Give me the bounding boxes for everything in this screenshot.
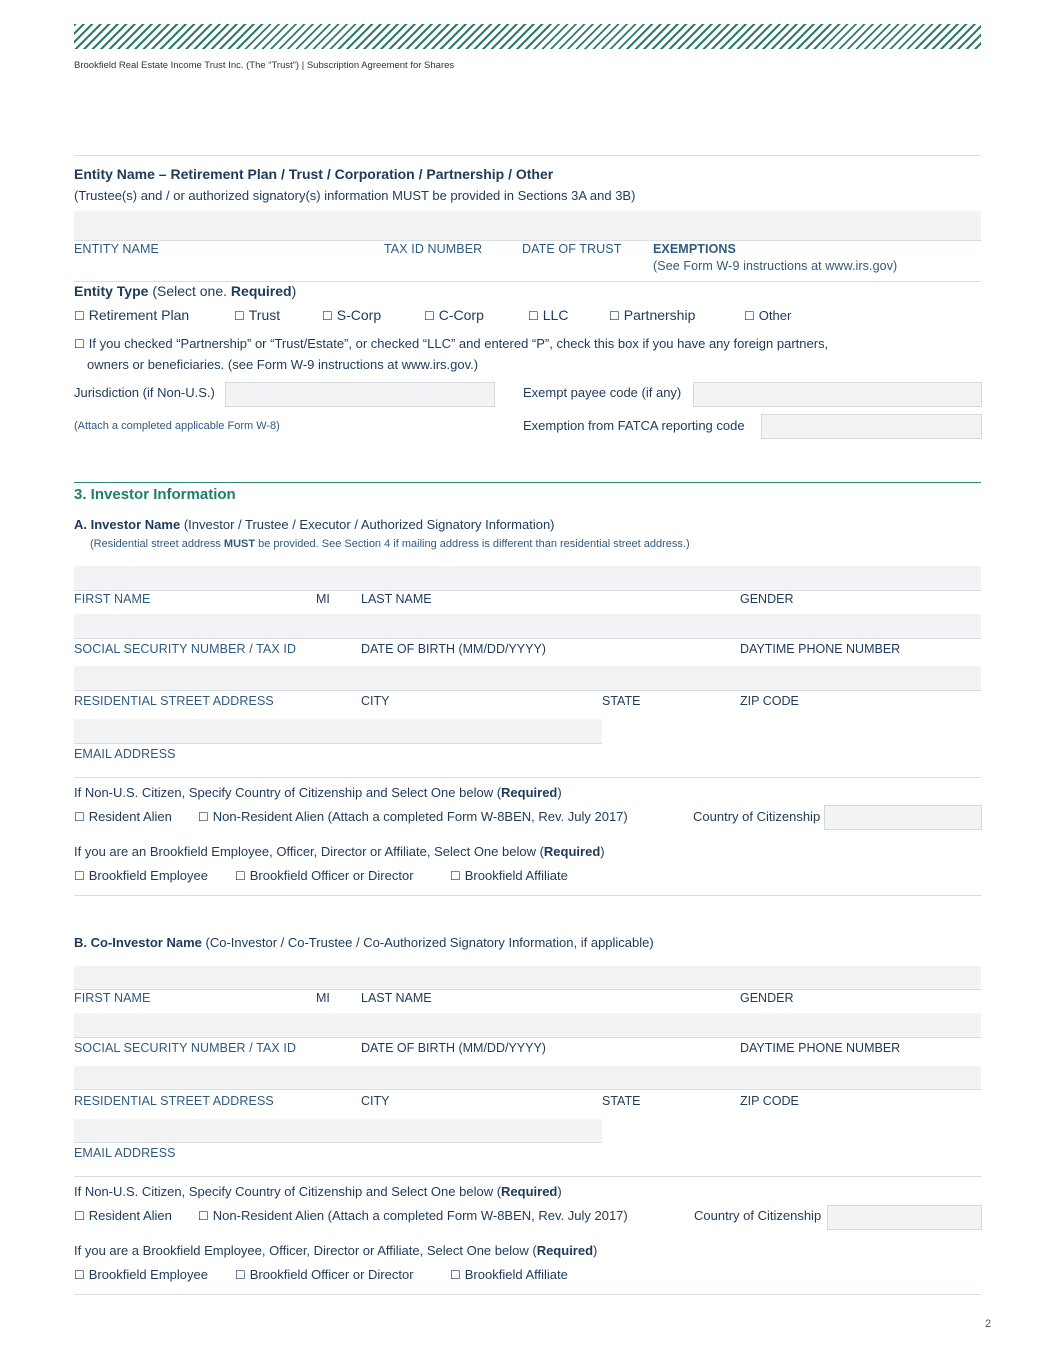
investor-a-email-label: EMAIL ADDRESS xyxy=(74,747,176,761)
investor-a-employee-checkbox[interactable]: ☐ Brookfield Employee xyxy=(74,868,208,883)
citizenship-prompt-text: If Non-U.S. Citizen, Specify Country of Citizenship and Select One below ( xyxy=(74,1184,502,1199)
investor-b-state-label: STATE xyxy=(602,1094,641,1108)
investor-b-employee-checkbox[interactable]: ☐ Brookfield Employee xyxy=(74,1267,208,1282)
investor-a-citizenship-prompt xyxy=(74,785,562,800)
investor-b-mi-label: MI xyxy=(316,991,330,1005)
investor-b-desc: (Co-Investor / Co-Trustee / Co-Authorized Signatory Information, if applicable) xyxy=(205,935,654,950)
investor-b-affiliate-checkbox[interactable]: ☐ Brookfield Affiliate xyxy=(450,1267,568,1282)
jurisdiction-label: Jurisdiction (if Non-U.S.) xyxy=(74,385,215,400)
investor-b-ssn-row-input[interactable] xyxy=(74,1013,981,1037)
investor-b-name-row-input[interactable] xyxy=(74,966,981,990)
divider xyxy=(74,281,981,282)
investor-a-email-input[interactable] xyxy=(74,719,602,743)
investor-b-phone-label: DAYTIME PHONE NUMBER xyxy=(740,1041,901,1055)
divider xyxy=(74,989,981,990)
investor-a-ssn-row-input[interactable] xyxy=(74,614,981,638)
investor-a-state-label: STATE xyxy=(602,694,641,708)
investor-a-non-resident-alien-checkbox[interactable]: ☐ Non-Resident Alien (Attach a completed Form W-8BEN, Rev. July 2017) xyxy=(198,809,628,824)
affiliation-prompt-text: If you are an Brookfield Employee, Officer, Director or Affiliate, Select One below ( xyxy=(74,844,544,859)
investor-a-address-row-input[interactable] xyxy=(74,666,981,690)
investor-a-affiliate-checkbox[interactable]: ☐ Brookfield Affiliate xyxy=(450,868,568,883)
investor-a-country-input[interactable] xyxy=(824,805,982,830)
investor-a-address-label: RESIDENTIAL STREET ADDRESS xyxy=(74,694,274,708)
entity-subheading: (Trustee(s) and / or authorized signatory(s) information MUST be provided in Sections 3A and 3B) xyxy=(74,188,636,203)
investor-a-desc: (Investor / Trustee / Executor / Authorized Signatory Information) xyxy=(183,517,555,532)
entity-name-label: ENTITY NAME xyxy=(74,242,159,256)
investor-b-country-input[interactable] xyxy=(827,1205,982,1230)
foreign-partners-checkbox[interactable]: ☐ If you checked “Partnership” or “Trust/Estate”, or checked “LLC” and entered “P”, check this box if you have any foreign partners, xyxy=(74,336,828,351)
investor-b-affiliation-prompt xyxy=(74,1243,597,1258)
investor-b-dob-label: DATE OF BIRTH (MM/DD/YYYY) xyxy=(361,1041,546,1055)
entity-type-other-checkbox[interactable]: ☐ Other xyxy=(744,308,791,323)
affiliation-prompt-text: If you are a Brookfield Employee, Officer, Director or Affiliate, Select One below ( xyxy=(74,1243,537,1258)
section-divider xyxy=(74,482,981,483)
header-stripe-decoration xyxy=(74,24,981,49)
investor-a-gender-label: GENDER xyxy=(740,592,794,606)
divider xyxy=(74,743,602,744)
divider xyxy=(74,690,981,691)
investor-b-first-name-label: FIRST NAME xyxy=(74,991,151,1005)
fatca-input[interactable] xyxy=(761,414,982,439)
entity-heading: Entity Name – Retirement Plan / Trust / Corporation / Partnership / Other xyxy=(74,166,554,182)
investor-b-gender-label: GENDER xyxy=(740,991,794,1005)
investor-a-city-label: CITY xyxy=(361,694,390,708)
exemptions-label: EXEMPTIONS xyxy=(653,242,736,256)
entity-type-select-text: (Select one. xyxy=(152,283,228,299)
investor-a-name-row-input[interactable] xyxy=(74,566,981,590)
fatca-label: Exemption from FATCA reporting code xyxy=(523,418,745,433)
divider xyxy=(74,1294,981,1295)
investor-b-resident-alien-checkbox[interactable]: ☐ Resident Alien xyxy=(74,1208,172,1223)
entity-type-close: ) xyxy=(291,283,297,299)
entity-type-trust-checkbox[interactable]: ☐ Trust xyxy=(234,307,280,323)
investor-b-last-name-label: LAST NAME xyxy=(361,991,432,1005)
investor-b-address-row-input[interactable] xyxy=(74,1066,981,1090)
divider xyxy=(74,1037,981,1038)
investor-b-title xyxy=(74,935,654,950)
investor-a-note-pre: (Residential street address xyxy=(90,538,224,550)
attach-w8-note: (Attach a completed applicable Form W-8) xyxy=(74,420,280,432)
page-number: 2 xyxy=(985,1318,992,1330)
exemptions-note: (See Form W-9 instructions at www.irs.gov) xyxy=(653,259,898,273)
investor-b-zip-label: ZIP CODE xyxy=(740,1094,799,1108)
affiliation-prompt-close: ) xyxy=(600,844,605,859)
required-text: Required xyxy=(501,785,558,800)
investor-a-mi-label: MI xyxy=(316,592,330,606)
divider xyxy=(74,1142,602,1143)
investor-a-phone-label: DAYTIME PHONE NUMBER xyxy=(740,642,901,656)
entity-type-s-corp-checkbox[interactable]: ☐ S-Corp xyxy=(322,307,381,323)
entity-type-c-corp-checkbox[interactable]: ☐ C-Corp xyxy=(424,307,484,323)
required-text: Required xyxy=(543,844,601,859)
investor-a-dob-label: DATE OF BIRTH (MM/DD/YYYY) xyxy=(361,642,546,656)
investor-b-address-label: RESIDENTIAL STREET ADDRESS xyxy=(74,1094,274,1108)
citizenship-prompt-close: ) xyxy=(557,785,562,800)
investor-a-note-must: MUST xyxy=(223,538,256,550)
divider xyxy=(74,1089,981,1090)
investor-b-email-input[interactable] xyxy=(74,1119,602,1142)
investor-b-city-label: CITY xyxy=(361,1094,390,1108)
date-of-trust-label: DATE OF TRUST xyxy=(522,242,622,256)
investor-a-country-label: Country of Citizenship xyxy=(693,809,821,824)
divider xyxy=(74,638,981,639)
entity-row-input[interactable] xyxy=(74,211,981,240)
exempt-payee-label: Exempt payee code (if any) xyxy=(523,385,682,400)
investor-a-note-post: be provided. See Section 4 if mailing address is different than residential street address.) xyxy=(255,538,690,550)
investor-a-first-name-label: FIRST NAME xyxy=(74,592,151,606)
investor-b-email-label: EMAIL ADDRESS xyxy=(74,1146,176,1160)
entity-type-retirement-plan-checkbox[interactable]: ☐ Retirement Plan xyxy=(74,307,189,323)
investor-a-ssn-label: SOCIAL SECURITY NUMBER / TAX ID xyxy=(74,642,297,656)
required-text: Required xyxy=(536,1243,594,1258)
document-header-title: Brookfield Real Estate Income Trust Inc. (The “Trust”) | Subscription Agreement for Shares xyxy=(74,60,455,71)
investor-b-label: B. Co-Investor Name xyxy=(74,935,202,950)
tax-id-label: TAX ID NUMBER xyxy=(384,242,483,256)
entity-type-title xyxy=(74,283,296,299)
divider xyxy=(74,590,981,591)
divider xyxy=(74,895,981,896)
entity-type-required: Required xyxy=(230,283,292,299)
investor-b-citizenship-prompt xyxy=(74,1184,562,1199)
investor-b-officer-checkbox[interactable]: ☐ Brookfield Officer or Director xyxy=(235,1267,414,1282)
investor-a-zip-label: ZIP CODE xyxy=(740,694,799,708)
investor-a-resident-alien-checkbox[interactable]: ☐ Resident Alien xyxy=(74,809,172,824)
entity-type-label: Entity Type xyxy=(74,283,149,299)
divider xyxy=(74,240,981,241)
required-text: Required xyxy=(501,1184,558,1199)
affiliation-prompt-close: ) xyxy=(593,1243,598,1258)
investor-b-country-label: Country of Citizenship xyxy=(694,1208,822,1223)
investor-a-label: A. Investor Name xyxy=(74,517,181,532)
section-3-heading: 3. Investor Information xyxy=(74,486,236,503)
entity-type-llc-checkbox[interactable]: ☐ LLC xyxy=(528,307,568,323)
entity-type-partnership-checkbox[interactable]: ☐ Partnership xyxy=(609,307,695,323)
investor-a-note xyxy=(90,538,690,550)
investor-a-affiliation-prompt xyxy=(74,844,605,859)
investor-a-last-name-label: LAST NAME xyxy=(361,592,432,606)
investor-b-non-resident-alien-checkbox[interactable]: ☐ Non-Resident Alien (Attach a completed Form W-8BEN, Rev. July 2017) xyxy=(198,1208,628,1223)
divider xyxy=(74,1176,981,1177)
investor-a-title xyxy=(74,517,555,532)
foreign-partners-note-line2: owners or beneficiaries. (see Form W-9 instructions at www.irs.gov.) xyxy=(87,357,479,372)
jurisdiction-input[interactable] xyxy=(225,382,495,407)
citizenship-prompt-text: If Non-U.S. Citizen, Specify Country of Citizenship and Select One below ( xyxy=(74,785,502,800)
investor-a-officer-checkbox[interactable]: ☐ Brookfield Officer or Director xyxy=(235,868,414,883)
investor-b-ssn-label: SOCIAL SECURITY NUMBER / TAX ID xyxy=(74,1041,297,1055)
citizenship-prompt-close: ) xyxy=(557,1184,562,1199)
divider xyxy=(74,155,981,156)
exempt-payee-input[interactable] xyxy=(693,382,982,407)
divider xyxy=(74,777,981,778)
